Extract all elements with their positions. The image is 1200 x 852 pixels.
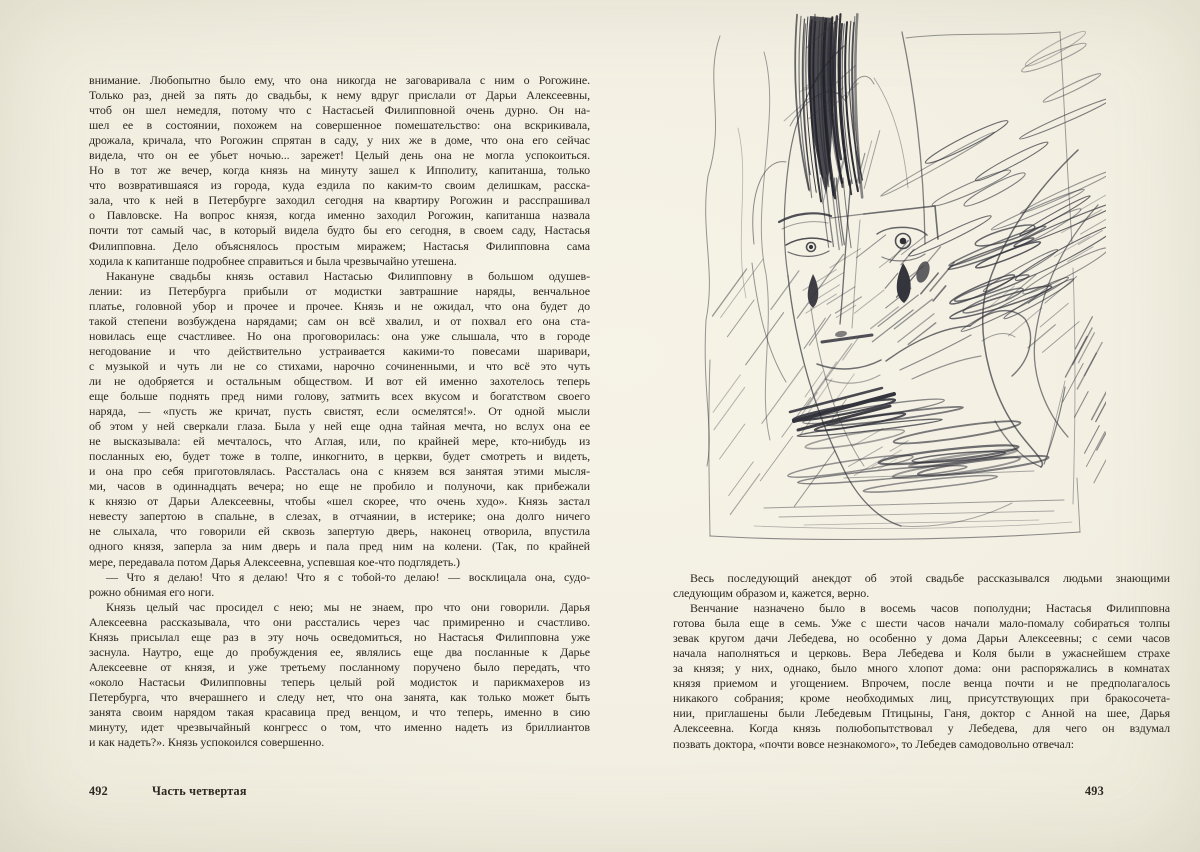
text-line: Венчание назначено было в восемь часов пополудни; Настасья Филипповна <box>690 601 1170 616</box>
text-line: почти тот самый час, в который видела будто бы его сегодня, в своем саду, Настасья <box>89 223 590 238</box>
text-line: — Что я делаю! Что я делаю! Что я с тобой-то делаю! — восклицала она, судо- <box>106 569 590 584</box>
text-line: занята своим нарядом такая красавица пред венцом, и что теперь, именно в сию <box>89 704 590 719</box>
text-line: Накануне свадьбы князь оставил Настасью Филипповну в большом одушев- <box>106 268 590 283</box>
text-line: позвать доктора, «почти вовсе незнакомого», то Лебедев самодовольно отвечал: <box>673 736 1075 751</box>
text-line: начала наполняться и церковь. Вера Лебедева и Коля были в ужаснейшем страхе <box>673 646 1170 661</box>
text-line: чтоб он шел немедля, потому что с Настасьей Филипповной очень дурно. Он на- <box>89 103 590 118</box>
text-line: готова была еще в семь. Уже с шести часов начали мало-помалу собираться толпы <box>673 616 1170 631</box>
text-line: Только раз, дней за пять до свадьбы, к нему вдруг прислали от Дарьи Алексеевны, <box>89 88 590 103</box>
text-line: платье, головной убор и прочее и прочее. Князь и не ожидал, что она будет до <box>89 298 590 313</box>
text-line: Весь последующий анекдот об этой свадьбе рассказывался людьми знающими <box>690 571 1170 585</box>
text-line: князя приемом и угощением. Впрочем, после венца почти и не предполагалось <box>673 676 1170 691</box>
text-line: с музыкой и чуть ли не со стихами, нарочно сочиненными, и что всё это чуть <box>89 358 590 373</box>
text-line: ли не одобряется и остальным обществом. И вот ей именно захотелось теперь <box>89 373 590 388</box>
text-line: нии, приглашены были Лебедевым Птицыны, Ганя, доктор с Анной на шее, Дарья <box>673 706 1170 721</box>
text-line: Филипповна. Дело объяснялось простым миражем; Настасья Филипповна сама <box>89 238 590 253</box>
text-line: видела, что он ее убьет ночью... зарежет! Целый день она не могла успокоиться. <box>89 148 590 163</box>
text-line: не высказывала: ей мечталось, что Аглая, или, по крайней мере, кто-нибудь из <box>89 434 590 449</box>
text-line: минуту, идет чрезвычайный конгресс о том, что именно надеть из бриллиантов <box>89 720 590 735</box>
text-line: ходила к капитанше подробнее справиться и была чрезвычайно утешена. <box>89 253 457 268</box>
text-line: негодование и что действительно устраивается какими-то повесами шаривари, <box>89 343 590 358</box>
text-line: к князю от Дарьи Алексеевны, чтобы «шел скорее, что очень худо». Князь застал <box>89 494 590 509</box>
sketch-svg <box>694 8 1106 553</box>
text-line: не слыхала, что говорили ей сквозь запертую дверь, наконец отворила, впустила <box>89 524 590 539</box>
pencil-sketch-illustration <box>694 8 1106 553</box>
text-line: рожно обнимая его ноги. <box>89 584 215 599</box>
text-line: никакого собрания; кроме необходимых лиц, присутствующих при бракосочета- <box>673 691 1170 706</box>
left-page-body-text <box>89 73 590 750</box>
text-line: Князь присылал еще раз в эту ночь осведомиться, но Настасья Филипповна уже <box>89 629 590 644</box>
text-line: лении: из Петербурга прибыли от модистки завтрашние наряды, венчальное <box>89 283 590 298</box>
text-line: новилась еще счастливее. Но она проговорилась: она уже слышала, что в городе <box>89 328 590 343</box>
text-line: наряда, — «пусть же кричат, пусть свистят, если осмелятся!». От одной мысли <box>89 404 590 419</box>
text-line: Но в тот же вечер, когда князь на минуту зашел к Ипполиту, капитанша, только <box>89 163 590 178</box>
left-page-number: 492 <box>89 784 108 798</box>
text-line: еще больше поднять пред ними голову, затмить всех вкусом и богатством своего <box>89 388 590 403</box>
text-line: Князь целый час просидел с нею; мы не знаем, про что они говорили. Дарья <box>106 599 590 614</box>
text-line: и как надеть?». Князь успокоился совершенно. <box>89 735 325 750</box>
text-line: следующим образом и, кажется, верно. <box>673 586 870 601</box>
text-line: одного князя, заперла за ним дверь и пала пред ним на колени. (Так, по крайней <box>89 539 590 554</box>
text-line: такой степени возбуждена нарядами; сам он всё хвалил, и от похвал его она ста- <box>89 313 590 328</box>
text-line: что возвратившаяся из города, куда ездила по каким-то своим делишкам, расска- <box>89 178 590 193</box>
text-line: внимание. Любопытно было ему, что она никогда не заговаривала с ним о Рогожине. <box>89 73 590 87</box>
text-line: Алексеевна. Когда князь полюбопытствовал у Лебедева, для чего он вздумал <box>673 721 1170 736</box>
text-line: об этом у ней сверкали глаза. Была у ней еще одна тайная мечта, но вслух она ее <box>89 419 590 434</box>
text-line: заснула. Наутро, еще до пробуждения ее, являлись еще два посланные к Дарье <box>89 644 590 659</box>
right-page-number: 493 <box>1085 784 1104 798</box>
text-line: невесту запертою в спальне, в слезах, в отчаянии, в истерике; она долго ничего <box>89 509 590 524</box>
text-line: и она про себя приготовлялась. Рассталась она с князем вся занятая этими мысля- <box>89 464 590 479</box>
text-line: зевак кругом дачи Лебедева, но особенно у дома Дарьи Алексеевны; с семи часов <box>673 631 1170 646</box>
running-title: Часть четвертая <box>152 784 247 798</box>
text-line: ми, часов в одиннадцать вечера; но еще не пробило и полуночи, как прибежали <box>89 479 590 494</box>
right-page-body-text <box>673 571 1170 752</box>
text-line: за князя; у них, однако, было много хлопот дома: они распоряжались в комнатах <box>673 661 1170 676</box>
text-line: о Павловске. На вопрос князя, когда именно заходил Рогожин, капитанша назвала <box>89 208 590 223</box>
text-line: Алексеевна рассказывала, что они расстались через час примиренно и счастливо. <box>89 614 590 629</box>
text-line: зала, что к ней в Петербурге заходил сегодня на квартиру Рогожин и расспрашивал <box>89 193 590 208</box>
text-line: шел ее в состоянии, похожем на совершенное помешательство: она вскрикивала, <box>89 118 590 133</box>
text-line: «около Настасьи Филипповны теперь целый рой модисток и парикмахеров из <box>89 674 590 689</box>
text-line: мере, передавала потом Дарья Алексеевна, успевшая кое-что подглядеть.) <box>89 554 460 569</box>
text-line: дрожала, кричала, что Рогожин спрятан в саду, у них же в доме, что она его сейчас <box>89 133 590 148</box>
text-line: Петербурга, что вчерашнего и следу нет, что она занята, как только может быть <box>89 689 590 704</box>
text-line: Алексеевне от князя, и уже третьему посланному поручено было передать, что <box>89 659 590 674</box>
text-line: посланных ею, будет тоже в толпе, инкогнито, в церкви, будет смотреть и видеть, <box>89 449 590 464</box>
